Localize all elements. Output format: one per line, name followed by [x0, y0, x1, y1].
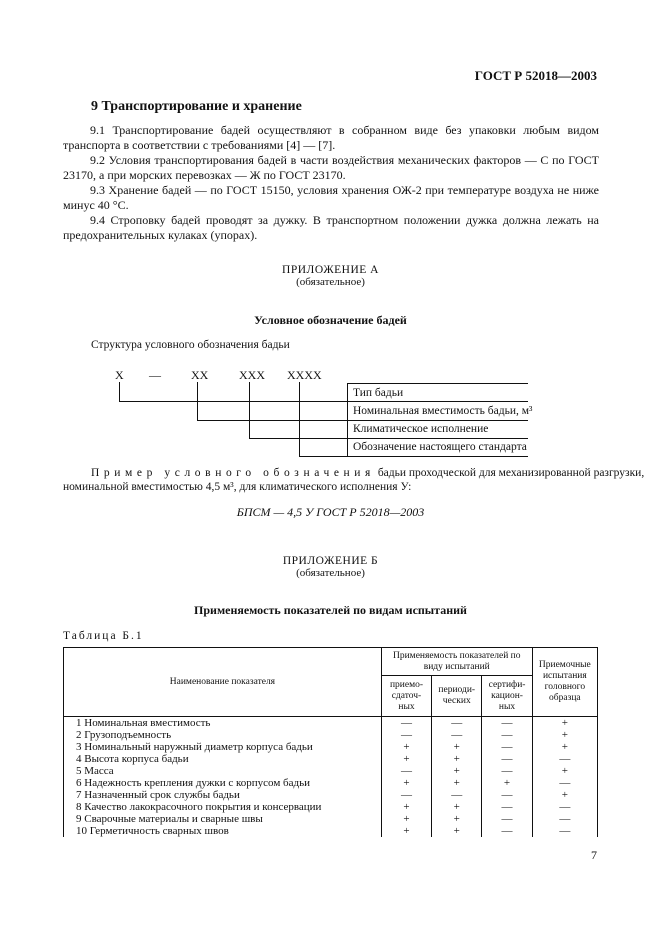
paragraph-9-2: 9.2 Условия транспортирования бадей в части воздействия механических факторов — С по ГОСТ 23170, а при морских перевозках — Ж по ГОСТ 23170. — [63, 153, 599, 182]
table-row: 5 Масса — + — + — [64, 765, 598, 777]
table-row: 4 Высота корпуса бадьи + + — — — [64, 753, 598, 765]
leader-vertical — [249, 382, 250, 439]
table-row: 7 Назначенный срок службы бадьи — — — + — [64, 789, 598, 801]
paragraph-9-3: 9.3 Хранение бадей — по ГОСТ 15150, условия хранения ОЖ-2 при температуре воздуха не ниже минус 40 °С. — [63, 183, 599, 212]
label-type: Тип бадьи — [353, 387, 404, 399]
appendix-a-status: (обязательное) — [296, 276, 365, 288]
table-label: Таблица Б.1 — [63, 630, 144, 642]
label-climate: Климатическое исполнение — [353, 423, 489, 435]
label-box-divider — [347, 420, 528, 421]
table-row: 6 Надежность крепления дужки с корпусом бадьи + + + — — [64, 777, 598, 789]
appendix-b-status: (обязательное) — [296, 567, 365, 579]
table-row: 2 Грузоподъемность — — — + — [64, 729, 598, 741]
code-dash: — — [149, 368, 161, 382]
document-code-header: ГОСТ Р 52018—2003 — [474, 68, 597, 83]
example-line-2: номинальной вместимостью 4,5 м³, для климатического исполнения У: — [63, 481, 412, 493]
leader-horizontal — [197, 420, 347, 421]
paragraph-9-4: 9.4 Строповку бадей проводят за дужку. В транспортном положении дужка должна лежать на предохранительных кулаках (упорах). — [63, 213, 599, 242]
example-rest: бадьи проходческой для механизированной разгрузки, — [374, 467, 645, 479]
col-header-reception: Приемочные испытания головного образца — [532, 648, 597, 717]
code-climate: XXX — [239, 368, 265, 382]
label-box-divider — [347, 401, 528, 402]
table-row: 8 Качество лакокрасочного покрытия и консервации + + — — — [64, 801, 598, 813]
code-standard: XXXX — [287, 368, 322, 382]
col-header-group: Применяемость показателей по виду испытаний — [381, 648, 532, 676]
label-standard: Обозначение настоящего стандарта — [353, 441, 527, 453]
label-box-top — [347, 383, 528, 384]
col-header-name: Наименование показателя — [64, 648, 382, 717]
col-header-periodic: периоди-ческих — [432, 676, 482, 717]
table-row: 3 Номинальный наружный диаметр корпуса бадьи + + — + — [64, 741, 598, 753]
leader-horizontal — [249, 438, 347, 439]
appendix-a-title: ПРИЛОЖЕНИЕ А — [282, 264, 379, 276]
leader-horizontal — [299, 456, 347, 457]
table-row: 1 Номинальная вместимость — — — + — [64, 717, 598, 730]
table-row: 10 Герметичность сварных швов + + — — — [64, 825, 598, 837]
paragraph-9-1: 9.1 Транспортирование бадей осуществляют в собранном виде без упаковки любым видом транспорта в соответствии с требованиями [4] — [7]. — [63, 123, 599, 152]
col-header-acceptance: приемо-сдаточ-ных — [381, 676, 431, 717]
col-header-certification: сертифи-кацион-ных — [482, 676, 532, 717]
structure-label: Структура условного обозначения бадьи — [91, 339, 290, 351]
leader-vertical — [119, 382, 120, 402]
label-box-divider — [347, 438, 528, 439]
section-paragraphs — [63, 123, 599, 243]
page-number: 7 — [591, 848, 597, 862]
appendix-a-heading: Условное обозначение бадей — [254, 313, 407, 327]
table-row: 9 Сварочные материалы и сварные швы + + — — — [64, 813, 598, 825]
label-box-bottom — [347, 456, 528, 457]
section-title: 9 Транспортирование и хранение — [91, 99, 302, 114]
appendix-b-heading: Применяемость показателей по видам испытаний — [194, 603, 467, 617]
label-capacity: Номинальная вместимость бадьи, м³ — [353, 405, 533, 417]
leader-horizontal — [119, 401, 347, 402]
example-lead: Пример условного обозначения — [91, 467, 375, 479]
example-code: БПСМ — 4,5 У ГОСТ Р 52018—2003 — [236, 505, 425, 519]
appendix-b-title: ПРИЛОЖЕНИЕ Б — [282, 555, 379, 567]
code-capacity: XX — [191, 368, 209, 382]
example-line-1 — [91, 467, 644, 479]
applicability-table — [63, 647, 598, 837]
code-type: X — [115, 368, 124, 382]
